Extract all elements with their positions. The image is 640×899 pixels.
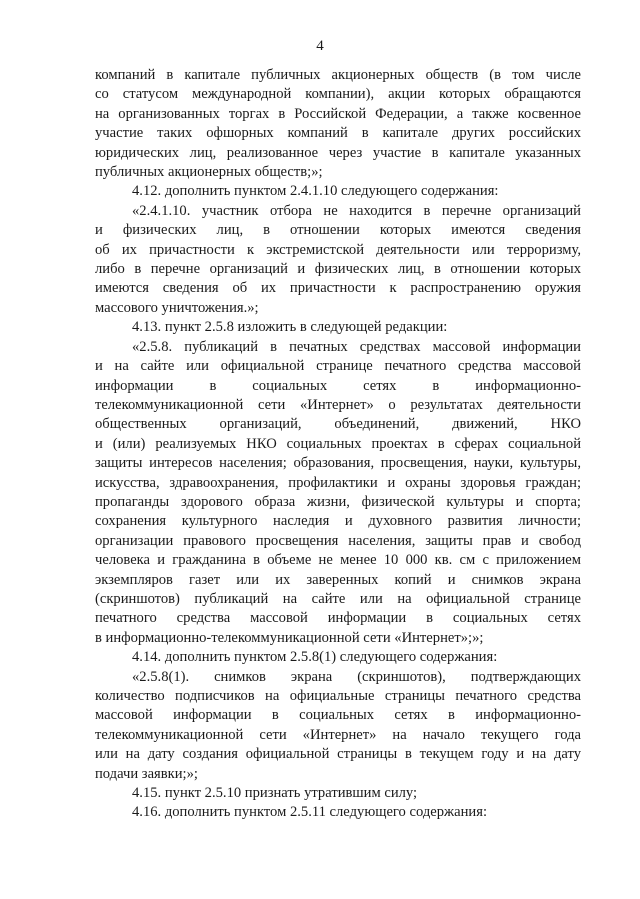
quoted-line: массовой информации в социальных сетях в информационно- xyxy=(95,707,581,724)
quoted-line: человека и гражданина в объеме не менее 10 000 кв. см с приложением xyxy=(95,552,581,569)
quoted-line: защиты интересов населения; образования, просвещения, науки, культуры, xyxy=(95,455,581,472)
quoted-line: и на сайте или официальной странице печатного средства массовой xyxy=(95,358,581,375)
clause-4-12: 4.12. дополнить пунктом 2.4.1.10 следующего содержания: xyxy=(132,183,499,200)
quoted-line: пропаганды здорового образа жизни, физической культуры и спорта; xyxy=(95,493,581,510)
quoted-line: в информационно-телекоммуникационной сети «Интернет»;»; xyxy=(95,629,484,646)
scan-artifacts xyxy=(150,879,610,885)
text-line: публичных акционерных обществ;»; xyxy=(95,164,323,181)
quoted-line: искусства, здравоохранения, профилактики и охраны здоровья граждан; xyxy=(95,474,581,491)
quoted-line: телекоммуникационной сети «Интернет» на начало текущего года xyxy=(95,726,581,743)
quoted-line: «2.4.1.10. участник отбора не находится в перечне организаций xyxy=(132,202,581,219)
quoted-line: телекоммуникационной сети «Интернет» о результатах деятельности xyxy=(95,396,581,413)
quoted-line: организации правового просвещения населения, защиты прав и свобод xyxy=(95,532,581,549)
clause-4-13: 4.13. пункт 2.5.8 изложить в следующей редакции: xyxy=(132,319,448,336)
quoted-line: имеются сведения об их причастности к распространению оружия xyxy=(95,280,581,297)
quoted-line: сохранения культурного наследия и духовного развития личности; xyxy=(95,513,581,530)
quoted-line: печатного средства массовой информации в социальных сетях xyxy=(95,610,581,627)
text-line: компаний в капитале публичных акционерных обществ (в том числе xyxy=(95,67,581,83)
quoted-line: общественных организаций, объединений, движений, НКО xyxy=(95,416,581,433)
quoted-line: «2.5.8(1). снимков экрана (скриншотов), подтверждающих xyxy=(132,668,581,685)
quoted-line: или на дату создания официальной страницы в текущем году и на дату xyxy=(95,746,581,763)
clause-4-14: 4.14. дополнить пунктом 2.5.8(1) следующего содержания: xyxy=(132,649,498,666)
quoted-line: экземпляров газет или их заверенных копий и снимков экрана xyxy=(95,571,581,588)
text-line: на организованных торгах в Российской Федерации, а также косвенное xyxy=(95,105,581,122)
quoted-line: информации в социальных сетях в информационно- xyxy=(95,377,581,394)
text-line: со статусом международной компании), акции которых обращаются xyxy=(95,86,581,103)
quoted-line: (скриншотов) публикаций на сайте или на официальной странице xyxy=(95,590,581,607)
quoted-line: либо в перечне организаций и физических лиц, в отношении которых xyxy=(95,261,581,278)
quoted-line: количество подписчиков на официальные страницы печатного средства xyxy=(95,688,581,704)
quoted-line: и физических лиц, в отношении которых имеются сведения xyxy=(95,222,581,239)
quoted-line: подачи заявки;»; xyxy=(95,765,198,782)
quoted-line: массового уничтожения.»; xyxy=(95,299,259,316)
text-line: юридических лиц, реализованное через участие в капитале указанных xyxy=(95,144,581,161)
text-line: участие таких офшорных компаний в капитале других российских xyxy=(95,125,581,142)
quoted-line: и (или) реализуемых НКО социальных проектах в сферах социальной xyxy=(95,435,581,452)
clause-4-15: 4.15. пункт 2.5.10 признать утратившим силу; xyxy=(132,785,418,802)
quoted-line: «2.5.8. публикаций в печатных средствах массовой информации xyxy=(132,338,581,355)
quoted-line: об их причастности к экстремистской деятельности или терроризму, xyxy=(95,241,581,258)
page-number: 4 xyxy=(316,38,324,54)
document-body xyxy=(95,66,581,823)
clause-4-16: 4.16. дополнить пунктом 2.5.11 следующего содержания: xyxy=(132,804,488,821)
